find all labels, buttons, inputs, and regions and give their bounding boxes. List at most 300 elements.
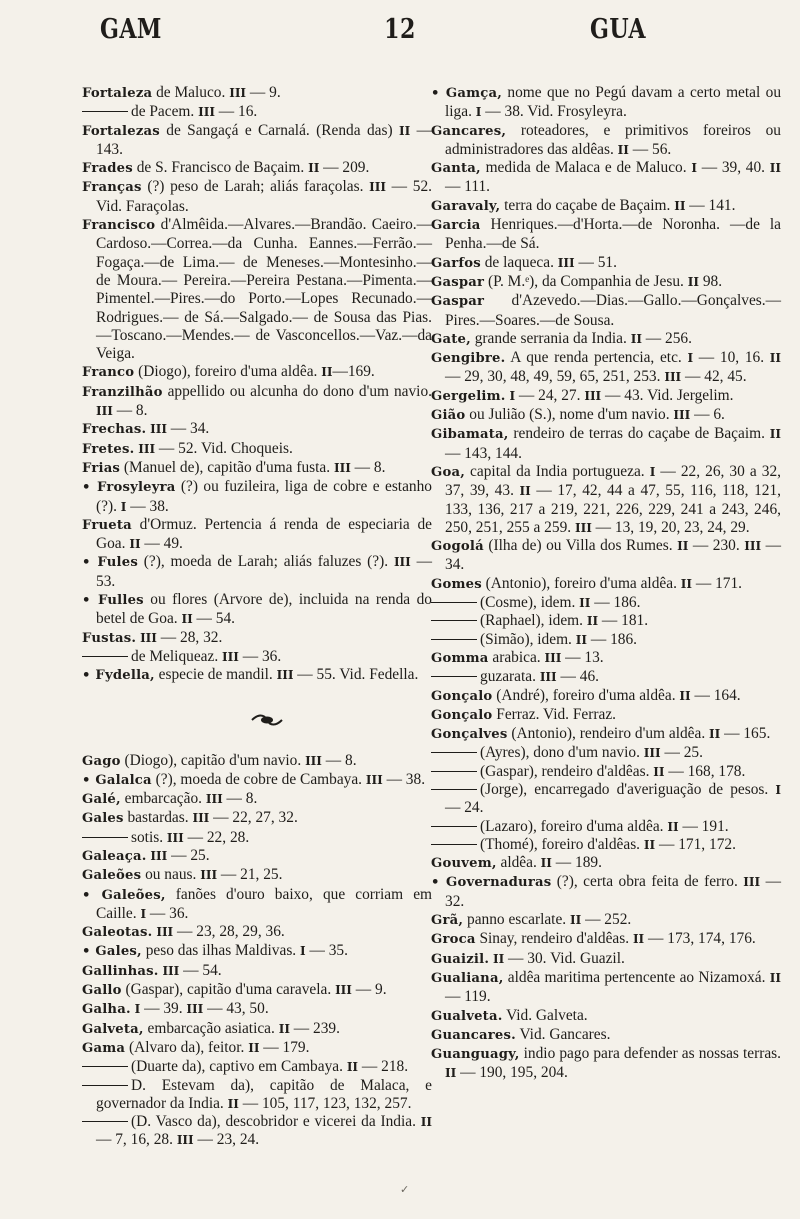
- dictionary-entry: [82, 1039, 432, 1058]
- dictionary-entry: [82, 516, 432, 554]
- entry-headword: Guanguagy,: [431, 1047, 520, 1063]
- volume-ref: I: [691, 161, 697, 176]
- volume-ref: II: [769, 427, 781, 442]
- volume-ref: II: [769, 970, 781, 985]
- volume-ref: II: [674, 198, 686, 213]
- entry-text: ou Julião (S.), nome d'um navio.: [465, 406, 674, 424]
- entry-text: d'Almêida.—Alvares.—Brandão. Caeiro.—Cardoso.—Correa.—da Cunha. Eannes.—Ferrão.—Fogaça.—de Lima.— de Meneses.—Montesinho.—de Moura.— Pereira.—Pereira Pestana.—Pimenta.—Pimentel.—Pires.—do Porto.—Lopes Recunado.— Rodrigues.— de Sá.—Salgado.— de Sousa das Pias.—Toscano.—Mendes.— de Vasconcellos.—Vaz.—da Veiga.: [96, 216, 432, 363]
- volume-ref: II: [278, 1021, 290, 1036]
- entry-headword: Gallinhas.: [82, 963, 159, 979]
- page-ref: — 39.: [140, 1000, 187, 1018]
- dictionary-entry: [82, 216, 432, 363]
- page-ref: — 54.: [192, 610, 236, 628]
- page-ref: — 24, 27.: [515, 386, 585, 404]
- volume-ref: II: [643, 837, 656, 852]
- dictionary-entry: [431, 349, 781, 387]
- dictionary-entry: [431, 1007, 781, 1026]
- dictionary-entry: [431, 292, 781, 330]
- dictionary-entry: [82, 440, 432, 459]
- dictionary-entry: [431, 969, 781, 1007]
- page-ref: — 56.: [628, 140, 672, 158]
- entry-text: Henriques.—d'Horta.—de Noronha. —de la Penha.—de Sá.: [445, 216, 781, 253]
- entry-headword: Ganta,: [431, 161, 481, 177]
- entry-headword: Gomes: [431, 576, 482, 592]
- page-ref: — 24.: [445, 799, 484, 817]
- entry-headword: Gama: [82, 1040, 126, 1056]
- volume-ref: II: [248, 1040, 260, 1055]
- dictionary-entry: [82, 1058, 432, 1076]
- volume-ref: III: [162, 963, 180, 978]
- dictionary-entry: [431, 763, 781, 781]
- entry-text: Ferraz. Vid. Ferraz.: [492, 705, 617, 723]
- entry-headword: Gouvem,: [431, 856, 497, 872]
- entry-text: roteadores, e primitivos foreiros ou administradores das aldêas.: [445, 121, 781, 158]
- dictionary-entry: [82, 84, 432, 103]
- entry-text: (Jorge), encarregado d'averiguação de pesos.: [480, 780, 776, 798]
- entry-headword: Gualveta.: [431, 1008, 503, 1024]
- entry-text: fanões d'ouro baixo, que corriam em Caille.: [96, 885, 433, 922]
- volume-ref: II: [445, 1066, 457, 1081]
- volume-ref: II: [632, 932, 645, 947]
- entry-headword: Gallo: [82, 983, 122, 999]
- page-ref: — 42, 45.: [681, 368, 747, 386]
- page-ref: — 53.: [96, 553, 432, 590]
- page-ref: — 164.: [690, 686, 741, 704]
- ditto-rule: [431, 844, 477, 845]
- page-ref: — 22, 28.: [183, 828, 250, 846]
- page-ref: — 25.: [167, 846, 210, 864]
- ditto-rule: [431, 620, 477, 621]
- entry-text: (?), moeda de cobre de Cambaya.: [151, 770, 366, 788]
- page-ref: — 8.: [112, 402, 148, 420]
- entry-text: (Gaspar), capitão d'uma caravela.: [121, 981, 336, 999]
- dictionary-entry: [82, 886, 432, 924]
- entry-text: (Raphael), idem.: [480, 612, 587, 630]
- dictionary-entry: [431, 649, 781, 668]
- volume-ref: III: [96, 404, 113, 419]
- entry-text: aldêa.: [496, 854, 541, 872]
- entry-text: A que renda pertencia, etc.: [505, 349, 688, 367]
- entry-headword: Gonçalo: [431, 707, 493, 723]
- page-ref: — 34.: [445, 537, 781, 574]
- volume-ref: III: [186, 1002, 204, 1017]
- dictionary-entry: [431, 950, 781, 969]
- entry-headword: Gate,: [431, 331, 471, 347]
- page-ref: — 43, 50.: [203, 1000, 269, 1018]
- page-ref: — 209.: [319, 159, 370, 177]
- entry-headword: Galeaça.: [82, 848, 147, 864]
- page-ref: — 35.: [305, 942, 348, 960]
- entry-headword: • Gamça,: [431, 86, 503, 101]
- entry-headword: Fretes.: [82, 441, 135, 457]
- ditto-rule: [431, 676, 477, 677]
- volume-ref: III: [166, 830, 184, 845]
- page-ref: — 165.: [720, 725, 771, 743]
- page-ref: — 218.: [358, 1058, 409, 1076]
- page-ref: — 111.: [445, 178, 491, 196]
- entry-text: (Diogo), foreiro d'uma aldêa.: [134, 363, 322, 381]
- entry-text: (Thomé), foreiro d'aldêas.: [480, 835, 644, 853]
- volume-ref: II: [677, 539, 689, 554]
- page-ref: — 6.: [690, 406, 725, 424]
- entry-text: indio pago para defender as nossas terras.: [519, 1045, 781, 1063]
- entry-text: appellido ou alcunha do dono d'um navio.: [162, 382, 432, 400]
- dictionary-entry: [431, 575, 781, 594]
- dictionary-entry: [82, 648, 432, 666]
- page-ref: — 23, 28, 29, 36.: [173, 923, 285, 941]
- page-ref: — 8.: [350, 458, 386, 476]
- ditto-rule: [431, 752, 477, 753]
- entry-text: rendeiro de terras do caçabe de Baçaim.: [508, 425, 770, 443]
- dictionary-entry: [431, 1045, 781, 1083]
- volume-ref: II: [519, 484, 531, 499]
- entry-text: guzarata.: [480, 668, 540, 686]
- page-ref: — 36.: [146, 904, 189, 922]
- entry-headword: Guaizil.: [431, 951, 490, 967]
- entry-headword: Grã,: [431, 913, 464, 929]
- page-ref: — 186.: [586, 630, 638, 648]
- page-ref: — 51.: [574, 253, 617, 271]
- entry-headword: Galeões: [82, 868, 142, 884]
- dictionary-entry: [82, 981, 432, 1000]
- volume-ref: II: [540, 856, 552, 871]
- page-ref: — 239.: [289, 1019, 340, 1037]
- entry-headword: Goa,: [431, 464, 465, 480]
- entry-headword: Gibamata,: [431, 427, 509, 443]
- entry-headword: • Galeões,: [82, 887, 166, 903]
- volume-ref: I: [475, 105, 482, 120]
- volume-ref: III: [557, 255, 575, 270]
- volume-ref: III: [276, 668, 294, 683]
- volume-ref: III: [140, 630, 157, 645]
- volume-ref: III: [156, 925, 174, 940]
- entry-headword: • Fulles: [82, 593, 144, 609]
- page-ref: — 143.: [96, 121, 432, 158]
- dictionary-entry: [82, 752, 432, 771]
- page-ref: — 189.: [551, 854, 602, 872]
- dictionary-entry: [431, 725, 781, 744]
- ditto-rule: [431, 639, 477, 640]
- entry-text: de Meliqueaz.: [131, 647, 223, 665]
- volume-ref: II: [667, 819, 679, 834]
- page-ref: — 49.: [140, 535, 183, 553]
- volume-ref: III: [574, 520, 592, 535]
- entry-text: sotis.: [131, 828, 167, 846]
- entry-headword: Franças: [82, 180, 142, 196]
- volume-ref: II: [129, 537, 141, 552]
- page-ref: — 171, 172.: [655, 835, 736, 853]
- volume-ref: III: [335, 983, 352, 998]
- page-ref: — 38. Vid. Frosyleyra.: [481, 103, 627, 121]
- entry-text: (Ayres), dono d'um navio.: [480, 744, 644, 762]
- page-ref: — 22, 26, 30 a 32, 37, 39, 43.: [445, 462, 781, 500]
- page-ref: — 8.: [321, 751, 357, 769]
- page-ref: — 173, 174, 176.: [644, 930, 756, 948]
- volume-ref: I: [120, 499, 127, 514]
- volume-ref: II: [617, 142, 629, 157]
- entry-text: de laquecа.: [480, 253, 558, 271]
- dictionary-entry: [431, 537, 781, 575]
- entry-headword: Gaspar: [431, 274, 485, 290]
- page-ref: — 36.: [238, 647, 282, 665]
- entry-headword: • Gales,: [82, 944, 142, 960]
- volume-ref: III: [393, 555, 411, 570]
- page-ref: — 190, 195, 204.: [456, 1064, 568, 1082]
- entry-text: embarcação.: [120, 790, 206, 808]
- dictionary-entry: [431, 836, 781, 854]
- running-header: [0, 14, 800, 54]
- left-column: [82, 84, 432, 1150]
- volume-ref: III: [365, 772, 383, 787]
- page-ref: — 16.: [214, 103, 258, 121]
- dictionary-entry: [82, 847, 432, 866]
- entry-text: terra do caçabe de Baçaim.: [500, 196, 675, 214]
- entry-headword: Gergelim.: [431, 388, 506, 404]
- entry-text: (Cosme), idem.: [480, 594, 580, 612]
- volume-ref: I: [509, 388, 516, 403]
- dictionary-entry: [431, 930, 781, 949]
- section-ornament: [250, 714, 284, 726]
- volume-ref: II: [346, 1060, 359, 1075]
- dictionary-entry: [82, 666, 432, 685]
- entry-text: ou naus.: [141, 866, 201, 884]
- volume-ref: III: [744, 539, 762, 554]
- volume-ref: III: [643, 746, 661, 761]
- entry-headword: Garcia: [431, 218, 481, 234]
- page-ref: — 55. Vid. Fedella.: [293, 666, 419, 684]
- entry-text: embarcação asiatica.: [143, 1019, 279, 1037]
- dictionary-entry: [431, 818, 781, 836]
- dictionary-entry: [82, 829, 432, 847]
- page-ref: — 13.: [561, 648, 604, 666]
- volume-ref: III: [673, 408, 691, 423]
- dictionary-entry: [431, 612, 781, 630]
- volume-ref: III: [369, 180, 386, 195]
- page-ref: — 13, 19, 20, 23, 24, 29.: [591, 518, 750, 536]
- entry-text: d'Azevedo.—Dias.—Gallo.—Gonçalves.—Pires.—Soares.—de Sousa.: [445, 292, 781, 329]
- dictionary-entry: [431, 873, 781, 911]
- dictionary-entry: [82, 1000, 432, 1019]
- page-ref: — 38.: [382, 770, 426, 788]
- dictionary-entry: [431, 387, 781, 406]
- page-ref: — 39, 40.: [696, 159, 770, 177]
- entry-headword: Frechas.: [82, 422, 147, 438]
- entry-text: D. Estevam da), capitão de Malaca, e governador da India.: [96, 1076, 432, 1112]
- entry-headword: Galeotas.: [82, 925, 153, 941]
- entry-headword: Franco: [82, 365, 135, 381]
- page-ref: — 191.: [678, 817, 729, 835]
- entry-headword: Guancares.: [431, 1027, 516, 1043]
- page-number: 12: [384, 14, 416, 45]
- volume-ref: II: [687, 274, 699, 289]
- page-ref: — 179.: [259, 1038, 310, 1056]
- dictionary-entry: [82, 809, 432, 828]
- entry-text: arabica.: [488, 648, 545, 666]
- entry-text: de Sangaçá e Carnalá. (Renda das): [159, 121, 399, 139]
- dictionary-entry: [431, 781, 781, 818]
- entry-headword: Groca: [431, 932, 476, 948]
- entry-text: especie de mandil.: [154, 666, 277, 684]
- dictionary-entry: [431, 330, 781, 349]
- entry-text: (?) ou fuzileira, liga de cobre e estanho (?).: [96, 478, 432, 515]
- page-ref: — 28, 32.: [156, 628, 223, 646]
- dictionary-entry: [431, 687, 781, 706]
- page-ref: — 7, 16, 28.: [96, 1131, 177, 1149]
- dictionary-entry: [82, 178, 432, 216]
- dictionary-entry: [82, 103, 432, 121]
- entry-text: (Antonio), rendeiro d'um aldêa.: [507, 725, 710, 743]
- page-ref: — 43. Vid. Jergelim.: [601, 386, 734, 404]
- entry-text: (Simão), idem.: [480, 630, 576, 648]
- volume-ref: I: [649, 464, 656, 479]
- volume-ref: III: [539, 670, 557, 685]
- dictionary-entry: [82, 553, 432, 591]
- entry-headword: Gomma: [431, 650, 489, 666]
- entry-text: bastardas.: [123, 809, 193, 827]
- dictionary-entry: [82, 1020, 432, 1039]
- entry-text: (Ilha de) ou Villa dos Rumes.: [483, 537, 678, 555]
- page-ref: — 171.: [692, 574, 743, 592]
- volume-ref: III: [138, 441, 156, 456]
- dictionary-entry: [82, 1077, 432, 1114]
- volume-ref: II: [586, 614, 599, 629]
- entry-headword: • Frosyleyra: [82, 480, 176, 496]
- dictionary-entry: [431, 744, 781, 762]
- ditto-rule: [82, 656, 128, 657]
- dictionary-entry: [82, 159, 432, 178]
- entry-headword: Frias: [82, 460, 121, 476]
- dictionary-entry: [82, 122, 432, 160]
- entry-text: Sinay, rendeiro d'aldêas.: [475, 930, 633, 948]
- dictionary-entry: [431, 1026, 781, 1045]
- dictionary-entry: [82, 1113, 432, 1150]
- page-ref: — 105, 117, 123, 132, 257.: [238, 1094, 412, 1112]
- dictionary-entry: [82, 363, 432, 382]
- volume-ref: I: [775, 782, 781, 797]
- entry-headword: Galha.: [82, 1002, 131, 1018]
- entry-text: medida de Malaca e de Maluco.: [480, 159, 692, 177]
- page-ref: — 52. Vid. Faraçolas.: [96, 178, 433, 215]
- entry-headword: Gago: [82, 753, 121, 769]
- volume-ref: II: [653, 764, 665, 779]
- entry-text: (Antonio), foreiro d'uma aldêa.: [481, 574, 681, 592]
- entry-headword: Galé,: [82, 792, 121, 808]
- dictionary-entry: [431, 122, 781, 160]
- dictionary-entry: [82, 478, 432, 516]
- dictionary-entry: [82, 790, 432, 809]
- dictionary-entry: [431, 911, 781, 930]
- entry-text: (Alvaro da), feitor.: [125, 1038, 249, 1056]
- volume-ref: II: [321, 365, 333, 380]
- entry-text: (Lazaro), foreiro d'uma aldêa.: [480, 817, 668, 835]
- volume-ref: I: [134, 1002, 141, 1017]
- entry-headword: Frades: [82, 161, 133, 177]
- entry-text: grande serrania da India.: [470, 329, 631, 347]
- page-ref: — 38.: [126, 497, 169, 515]
- volume-ref: II: [308, 161, 320, 176]
- entry-text: (P. M.ᵉ), da Companhia de Jesu.: [484, 272, 688, 290]
- ditto-rule: [82, 111, 128, 112]
- header-left-guide-word: GAM: [100, 14, 162, 45]
- entry-headword: Gales: [82, 811, 124, 827]
- entry-text: de Pacem.: [131, 103, 199, 121]
- volume-ref: III: [176, 1133, 194, 1148]
- entry-headword: Gualiana,: [431, 970, 504, 986]
- header-right-guide-word: GUA: [590, 14, 646, 45]
- dictionary-entry: [431, 668, 781, 686]
- volume-ref: II: [420, 1115, 432, 1130]
- volume-ref: II: [630, 331, 642, 346]
- page-ref: — 141.: [685, 196, 736, 214]
- dictionary-entry: [82, 629, 432, 648]
- entry-text: de S. Francisco de Baçaim.: [132, 159, 309, 177]
- dictionary-entry: [431, 463, 781, 537]
- entry-text: (Diogo), capitão d'um navio.: [120, 751, 306, 769]
- entry-text: peso das ilhas Maldivas.: [141, 942, 301, 960]
- entry-headword: Gengibre.: [431, 351, 506, 367]
- volume-ref: II: [569, 913, 582, 928]
- entry-text: ou flores (Arvore de), incluida na renda do betel de Goa.: [96, 591, 432, 628]
- dictionary-entry: [431, 854, 781, 873]
- volume-ref: III: [743, 875, 761, 890]
- dictionary-entry: [431, 197, 781, 216]
- page-ref: — 29, 30, 48, 49, 59, 65, 251, 253.: [445, 368, 665, 386]
- volume-ref: II: [181, 612, 193, 627]
- page-ref: — 30. Vid. Guazil.: [504, 949, 625, 967]
- ditto-rule: [431, 826, 477, 827]
- volume-ref: III: [544, 650, 562, 665]
- dictionary-entry: [82, 923, 432, 942]
- page-ref: — 9.: [246, 84, 281, 101]
- page-ref: — 119.: [445, 988, 491, 1006]
- entry-text: (?), moeda de Larah; aliás faluzes (?).: [137, 553, 394, 571]
- ditto-rule: [82, 1121, 128, 1122]
- entry-headword: • Governaduras: [431, 875, 552, 891]
- entry-headword: • Galalca: [82, 772, 152, 788]
- entry-text: Vid. Gancares.: [515, 1025, 611, 1043]
- entry-headword: Gião: [431, 408, 466, 424]
- entry-text: panno escarlate.: [463, 911, 570, 929]
- entry-headword: Garavaly,: [431, 198, 501, 214]
- entry-text: aldêa maritima pertencente ao Nizamoxá.: [503, 968, 770, 986]
- page-ref: — 34.: [166, 420, 210, 438]
- dictionary-entry: [431, 425, 781, 463]
- page-ref: — 23, 24.: [193, 1131, 260, 1149]
- volume-ref: II: [769, 161, 782, 176]
- volume-ref: III: [192, 811, 210, 826]
- dictionary-entry: [431, 594, 781, 612]
- volume-ref: II: [679, 688, 691, 703]
- entry-text: (Gaspar), rendeiro d'aldêas.: [480, 762, 654, 780]
- volume-ref: II: [680, 576, 692, 591]
- page-ref: — 10, 16.: [693, 349, 770, 367]
- entry-headword: Franzilhão: [82, 384, 163, 400]
- page-ref: — 9.: [351, 981, 387, 999]
- volume-ref: II: [709, 727, 721, 742]
- entry-text: (?), certa obra feita de ferro.: [551, 873, 744, 891]
- dictionary-entry: [82, 383, 432, 421]
- entry-headword: • Fydella,: [82, 668, 155, 684]
- entry-headword: Fustas.: [82, 630, 137, 646]
- page-ref: — 256.: [641, 329, 692, 347]
- entry-headword: Fortaleza: [82, 86, 153, 101]
- dictionary-entry: [82, 866, 432, 885]
- dictionary-entry: [82, 420, 432, 439]
- volume-ref: II: [575, 632, 587, 647]
- volume-ref: I: [300, 944, 306, 959]
- entry-text: capital da India portugueza.: [465, 462, 650, 480]
- volume-ref: I: [687, 351, 694, 366]
